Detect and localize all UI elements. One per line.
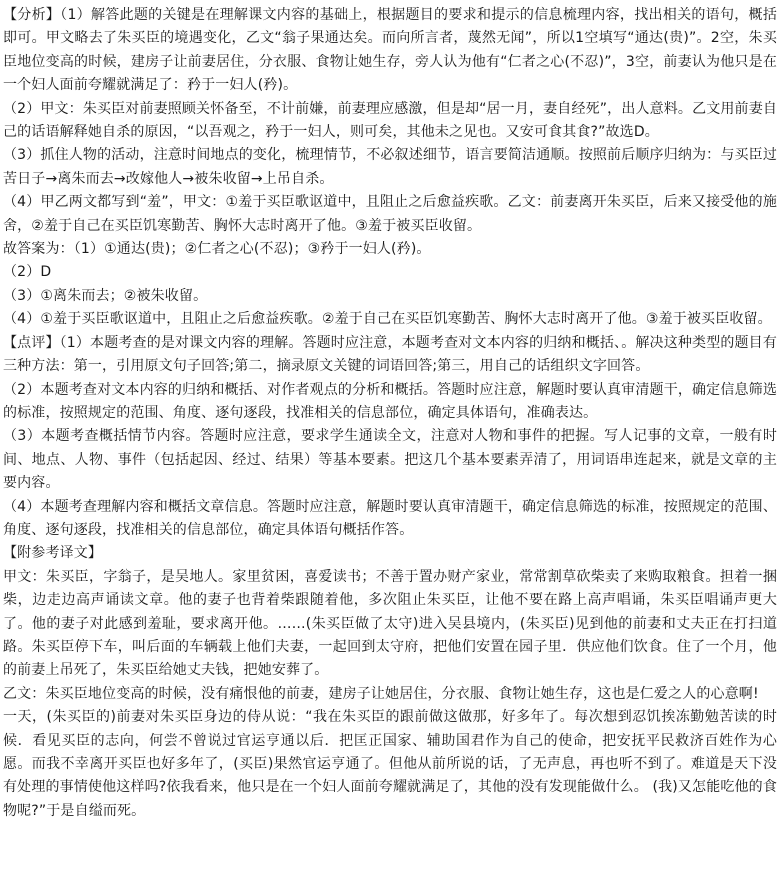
analysis-q2: （2）甲文：朱买臣对前妻照顾关怀备至，不计前嫌，前妻理应感激，但是却“居一月，妻自经死”，出人意料。乙文用前妻自己的话语解释她自杀的原因，“以吾观之，矜于一妇人，则可矣，其他未之见也。又安可食其食?”故选D。 (3, 100, 777, 141)
answer-q1: 故答案为：（1）①通达(贵)；②仁者之心(不忍)；③矜于一妇人(矜)。 (3, 241, 431, 258)
comment-q4: （4）本题考查理解内容和概括文章信息。答题时应注意，解题时要认真审清题干，确定信息筛选的标准，按照规定的范围、角度、逐句逐段，找准相关的信息部位，确定具体语句概括作答。 (3, 498, 777, 538)
comment-q1: 【点评】（1）本题考查的是对课文内容的理解。答题时应注意，本题考查对文本内容的归纳和概括、。解决这种类型的题目有三种方法：第一，引用原文句子回答;第二，摘录原文关键的词语回答;第三，用自己的话组织文字回答。 (3, 334, 777, 375)
translation-yi: 乙文：朱买臣地位变高的时候，没有痛恨他的前妻，建房子让她居住，分衣服、食物让她生存，这也是仁爱之人的心意啊! (3, 685, 759, 702)
analysis-q4: （4）甲乙两文都写到“羞”，甲文：①羞于买臣歌讴道中，且阻止之后愈益疾歌。乙文：前妻离开朱买臣，后来又接受他的施舍，②羞于自己在买臣饥寒勤苦、胸怀大志时离开了他。③羞于被买臣收留。 (3, 194, 777, 234)
answer-q3: （3）①离朱而去；②被朱收留。 (3, 287, 208, 304)
analysis-q1: 【分析】（1）解答此题的关键是在理解课文内容的基础上，根据题目的要求和提示的信息梳理内容，找出相关的语句，概括即可。甲文略去了朱买臣的境遇变化，乙文“翁子果通达矣。而向所言者，蔑然无闻”，所以1空填写“通达(贵)”。2空，朱买臣地位变高的时候，建房子让前妻居住，分衣服、食物让她生存，旁人认为他有“仁者之心(不忍)”，3空，前妻认为他只是在一个妇人面前夸耀就满足了：矜于一妇人(矜)。 (3, 7, 777, 94)
analysis-q3: （3）抓住人物的活动，注意时间地点的变化，梳理情节，不必叙述细节，语言要简洁通顺。按照前后顺序归纳为：与买臣过苦日子→离朱而去→改嫁他人→被朱收留→上吊自杀。 (3, 147, 777, 187)
answer-q2: （2）D (3, 264, 52, 281)
translation-jia: 甲文：朱买臣，字翁子，是吴地人。家里贫困，喜爱读书；不善于置办财产家业，常常割草砍柴卖了来购取粮食。担着一捆柴，边走边高声诵读文章。他的妻子也背着柴跟随着他，多次阻止朱买臣，让他不要在路上高声唱诵，朱买臣唱诵声更大了。他的妻子对此感到羞耻，要求离开他。……(朱买臣做了太守)进入吴县境内，(朱买臣)见到他的前妻和丈夫正在打扫道路。朱买臣停下车，叫后面的车辆载上他们夫妻，一起回到太守府，把他们安置在园子里．供应他们饮食。住了一个月，他的前妻上吊死了，朱买臣给她丈夫钱，把她安葬了。 (3, 568, 777, 679)
comment-q2: （2）本题考查对文本内容的归纳和概括、对作者观点的分析和概括。答题时应注意，解题时要认真审清题干，确定信息筛选的标准，按照规定的范围、角度、逐句逐段，找准相关的信息部位，确定具体语句，准确表达。 (3, 381, 777, 421)
answer-q4: （4）①羞于买臣歌讴道中，且阻止之后愈益疾歌。②羞于自己在买臣饥寒勤苦、胸怀大志时离开了他。③羞于被买臣收留。 (3, 311, 772, 328)
comment-q3: （3）本题考查概括情节内容。答题时应注意，要求学生通读全文，注意对人物和事件的把握。写人记事的文章，一般有时间、地点、人物、事件（包括起因、经过、结果）等基本要素。把这几个基本要素弄清了，用词语串连起来，就是文章的主要内容。 (3, 428, 777, 492)
translation-yi-2: 一天，(朱买臣的)前妻对朱买臣身边的侍从说：“我在朱买臣的跟前做这做那，好多年了。每次想到忍饥挨冻勤勉苦读的时候．看见买臣的志向，何尝不曾说过官运亨通以后．把匡正国家、辅助国君作为自己的使命，把安抚平民救济百姓作为心愿。而我不幸离开买臣也好多年了，(买臣)果然官运亨通了。但他从前所说的话，了无声息，再也听不到了。难道是天下没有处理的事情使他这样吗?依我看来，他只是在一个妇人面前夸耀就满足了，其他的没有发现能做什么。 (我)又怎能吃他的食物呢?”于是自缢而死。 (3, 709, 777, 819)
translation-heading: 【附参考译文】 (3, 545, 103, 562)
